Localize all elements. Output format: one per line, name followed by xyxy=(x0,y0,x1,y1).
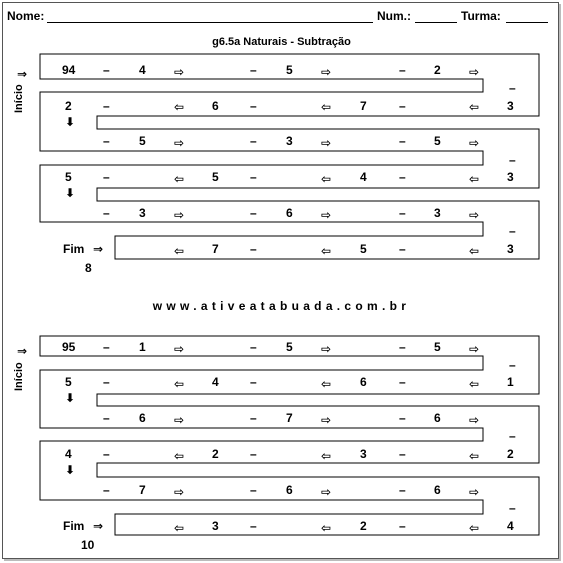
start-arrow: ⇒ xyxy=(17,67,28,81)
minus-sign: – xyxy=(399,447,406,461)
subtrahend: 6 xyxy=(434,411,441,425)
minus-sign: – xyxy=(509,501,516,515)
subtrahend: 7 xyxy=(212,242,219,256)
arrow-right-icon: ⇨ xyxy=(321,208,332,222)
subtrahend: 4 xyxy=(139,63,146,77)
arrow-right-icon: ⇨ xyxy=(321,65,332,79)
arrow-left-icon: ⇦ xyxy=(174,100,185,114)
final-answer: 8 xyxy=(85,261,92,275)
minus-sign: – xyxy=(399,134,406,148)
subtrahend: 6 xyxy=(286,483,293,497)
finish-arrow: ⇒ xyxy=(93,519,104,533)
minus-sign: – xyxy=(250,242,257,256)
subtrahend: 3 xyxy=(507,99,514,113)
arrow-right-icon: ⇨ xyxy=(174,65,185,79)
subtrahend: 5 xyxy=(286,63,293,77)
minus-sign: – xyxy=(103,99,110,113)
subtrahend: 6 xyxy=(360,375,367,389)
arrow-right-icon: ⇨ xyxy=(174,342,185,356)
subtrahend: 2 xyxy=(360,519,367,533)
arrow-left-icon: ⇦ xyxy=(321,449,332,463)
class-label: Turma: xyxy=(461,9,501,23)
minus-sign: – xyxy=(103,483,110,497)
minus-sign: – xyxy=(250,99,257,113)
minus-sign: – xyxy=(250,411,257,425)
minus-sign: – xyxy=(399,170,406,184)
start-arrow: ⇒ xyxy=(17,344,28,358)
subtrahend: 5 xyxy=(212,170,219,184)
minus-sign: – xyxy=(399,99,406,113)
minus-sign: – xyxy=(250,340,257,354)
answer-blank-number: 5 xyxy=(65,375,72,389)
arrow-left-icon: ⇦ xyxy=(321,521,332,535)
subtrahend: 2 xyxy=(434,63,441,77)
subtrahend: 5 xyxy=(139,134,146,148)
minus-sign: – xyxy=(103,375,110,389)
subtrahend: 6 xyxy=(434,483,441,497)
minus-sign: – xyxy=(399,411,406,425)
arrow-down-icon: ⬇ xyxy=(65,186,76,200)
arrow-down-icon: ⬇ xyxy=(65,391,76,405)
minus-sign: – xyxy=(250,447,257,461)
minus-sign: – xyxy=(509,224,516,238)
minus-sign: – xyxy=(250,206,257,220)
arrow-right-icon: ⇨ xyxy=(321,342,332,356)
subtrahend: 5 xyxy=(286,340,293,354)
arrow-left-icon: ⇦ xyxy=(321,377,332,391)
subtrahend: 6 xyxy=(286,206,293,220)
minus-sign: – xyxy=(399,483,406,497)
arrow-left-icon: ⇦ xyxy=(174,244,185,258)
arrow-left-icon: ⇦ xyxy=(469,244,480,258)
minus-sign: – xyxy=(103,340,110,354)
start-label: Início xyxy=(13,84,25,113)
subtrahend: 3 xyxy=(507,170,514,184)
answer-blank-number: 4 xyxy=(65,447,72,461)
minus-sign: – xyxy=(399,242,406,256)
minus-sign: – xyxy=(250,63,257,77)
website-url: www.ativeatabuada.com.br xyxy=(152,299,411,313)
arrow-left-icon: ⇦ xyxy=(469,449,480,463)
subtrahend: 1 xyxy=(507,375,514,389)
arrow-right-icon: ⇨ xyxy=(174,136,185,150)
arrow-right-icon: ⇨ xyxy=(469,208,480,222)
arrow-left-icon: ⇦ xyxy=(321,172,332,186)
snake-path-frames xyxy=(3,3,560,560)
arrow-down-icon: ⬇ xyxy=(65,115,76,129)
subtrahend: 7 xyxy=(286,411,293,425)
finish-label: Fim xyxy=(63,519,85,533)
minus-sign: – xyxy=(250,170,257,184)
arrow-right-icon: ⇨ xyxy=(469,136,480,150)
minus-sign: – xyxy=(103,170,110,184)
minus-sign: – xyxy=(250,134,257,148)
arrow-right-icon: ⇨ xyxy=(469,413,480,427)
arrow-left-icon: ⇦ xyxy=(321,100,332,114)
arrow-left-icon: ⇦ xyxy=(469,100,480,114)
worksheet-title: g6.5a Naturais - Subtração xyxy=(212,36,351,48)
start-number: 94 xyxy=(62,63,76,77)
arrow-left-icon: ⇦ xyxy=(469,377,480,391)
final-answer: 10 xyxy=(81,538,95,552)
start-number: 95 xyxy=(62,340,76,354)
arrow-right-icon: ⇨ xyxy=(469,485,480,499)
arrow-left-icon: ⇦ xyxy=(174,521,185,535)
subtrahend: 6 xyxy=(212,99,219,113)
minus-sign: – xyxy=(250,483,257,497)
subtrahend: 4 xyxy=(212,375,219,389)
subtrahend: 7 xyxy=(360,99,367,113)
arrow-left-icon: ⇦ xyxy=(174,377,185,391)
finish-label: Fim xyxy=(63,242,85,256)
arrow-left-icon: ⇦ xyxy=(469,172,480,186)
arrow-left-icon: ⇦ xyxy=(321,244,332,258)
subtrahend: 3 xyxy=(286,134,293,148)
subtrahend: 6 xyxy=(139,411,146,425)
minus-sign: – xyxy=(250,375,257,389)
finish-arrow: ⇒ xyxy=(93,242,104,256)
subtrahend: 3 xyxy=(360,447,367,461)
worksheet-page xyxy=(2,2,559,559)
subtrahend: 5 xyxy=(434,340,441,354)
subtrahend: 2 xyxy=(212,447,219,461)
answer-blank-number: 5 xyxy=(65,170,72,184)
minus-sign: – xyxy=(103,447,110,461)
minus-sign: – xyxy=(399,340,406,354)
arrow-right-icon: ⇨ xyxy=(321,413,332,427)
subtrahend: 1 xyxy=(139,340,146,354)
subtrahend: 3 xyxy=(212,519,219,533)
arrow-left-icon: ⇦ xyxy=(174,449,185,463)
subtrahend: 7 xyxy=(139,483,146,497)
start-label: Início xyxy=(13,362,25,391)
name-label: Nome: xyxy=(7,9,45,23)
arrow-left-icon: ⇦ xyxy=(469,521,480,535)
subtrahend: 5 xyxy=(434,134,441,148)
subtrahend: 4 xyxy=(360,170,367,184)
number-label: Num.: xyxy=(377,9,411,23)
minus-sign: – xyxy=(399,519,406,533)
subtrahend: 5 xyxy=(360,242,367,256)
arrow-down-icon: ⬇ xyxy=(65,463,76,477)
subtrahend: 4 xyxy=(507,519,514,533)
minus-sign: – xyxy=(509,358,516,372)
minus-sign: – xyxy=(103,134,110,148)
minus-sign: – xyxy=(509,81,516,95)
subtrahend: 3 xyxy=(434,206,441,220)
subtrahend: 3 xyxy=(139,206,146,220)
arrow-right-icon: ⇨ xyxy=(174,485,185,499)
minus-sign: – xyxy=(103,411,110,425)
minus-sign: – xyxy=(103,63,110,77)
minus-sign: – xyxy=(250,519,257,533)
minus-sign: – xyxy=(103,206,110,220)
arrow-right-icon: ⇨ xyxy=(321,136,332,150)
minus-sign: – xyxy=(399,206,406,220)
subtrahend: 3 xyxy=(507,242,514,256)
subtrahend: 2 xyxy=(507,447,514,461)
minus-sign: – xyxy=(509,153,516,167)
arrow-right-icon: ⇨ xyxy=(321,485,332,499)
arrow-right-icon: ⇨ xyxy=(469,65,480,79)
minus-sign: – xyxy=(509,429,516,443)
minus-sign: – xyxy=(399,63,406,77)
arrow-left-icon: ⇦ xyxy=(174,172,185,186)
minus-sign: – xyxy=(399,375,406,389)
arrow-right-icon: ⇨ xyxy=(174,208,185,222)
arrow-right-icon: ⇨ xyxy=(174,413,185,427)
arrow-right-icon: ⇨ xyxy=(469,342,480,356)
answer-blank-number: 2 xyxy=(65,99,72,113)
